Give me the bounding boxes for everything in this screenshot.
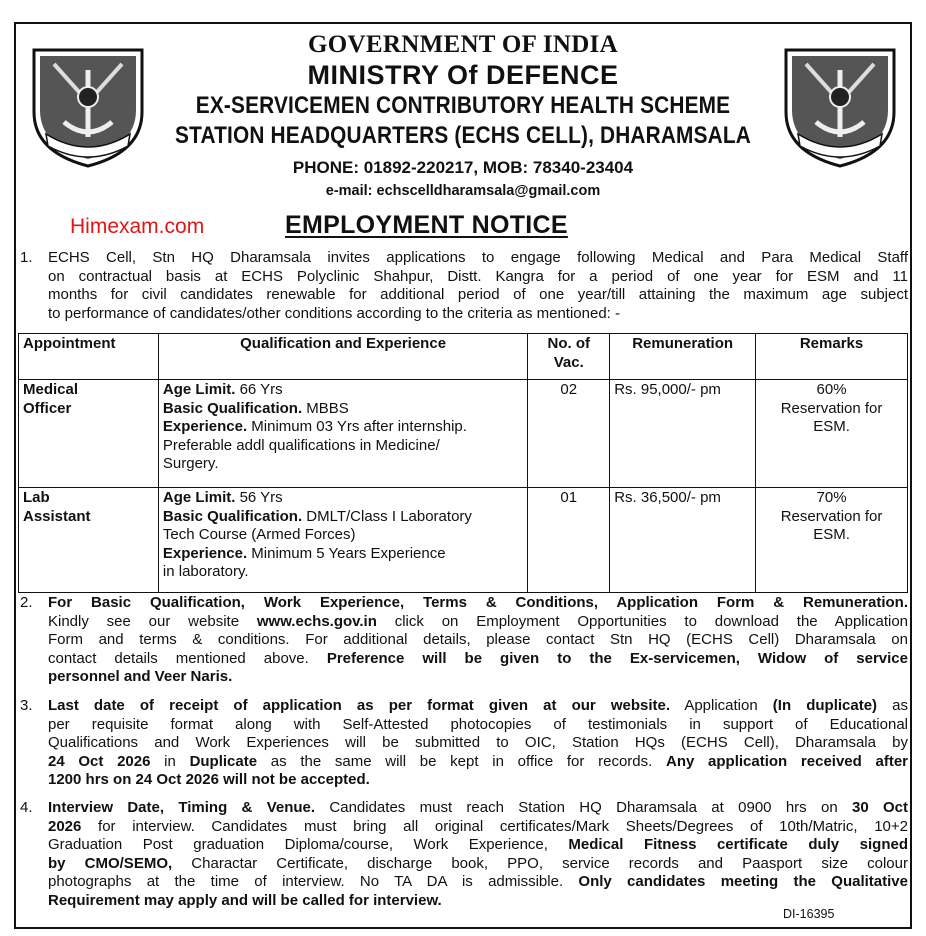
paragraph-line: Requirement may apply and will be called for interview. bbox=[48, 891, 442, 909]
paragraph-line: personnel and Veer Naris. bbox=[48, 668, 233, 686]
paragraph-line: by CMO/SEMO, Charactar Certificate, discharge book, PPO, service records and Paasport size colour bbox=[48, 854, 908, 872]
vacancy-table bbox=[18, 333, 908, 593]
paragraph-number: 4. bbox=[20, 799, 33, 816]
header-phone: PHONE: 01892-220217, MOB: 78340-23404 bbox=[292, 158, 634, 177]
paragraph-line: contact details mentioned above. Preference will be given to the Ex-servicemen, Widow of service bbox=[48, 649, 908, 667]
col-qualification: Qualification and Experience bbox=[158, 334, 527, 380]
cell-remuneration: Rs. 36,500/- pm bbox=[610, 488, 756, 593]
paragraph-line: Last date of receipt of application as per format given at our website. Application (In duplicate) as bbox=[48, 697, 908, 714]
paragraph-number: 3. bbox=[20, 697, 33, 714]
paragraph-line: Graduation Post graduation Diploma/course, Work Experience, Medical Fitness certificate duly signed bbox=[48, 836, 908, 854]
header-ministry: MINISTRY Of DEFENCE bbox=[307, 60, 619, 90]
paragraph-line: Kindly see our website www.echs.gov.in click on Employment Opportunities to download the Application bbox=[48, 612, 909, 630]
col-remuneration: Remuneration bbox=[610, 334, 756, 380]
col-vacancies: No. of Vac. bbox=[528, 334, 610, 380]
cell-qualification: Age Limit. 56 Yrs Basic Qualification. DMLT/Class I Laboratory Tech Course (Armed Forces) Experience. Minimum 5 Years Experience in laboratory. bbox=[158, 488, 527, 593]
paragraph-line: per requisite format along with Self-Attested photocopies of testimonials in support of Educational bbox=[48, 715, 908, 733]
paragraph-line: Qualifications and Work Experiences will be submitted to OIC, Station HQs (ECHS Cell), Dharamsala by bbox=[48, 734, 908, 752]
reference-number: DI-16395 bbox=[783, 907, 835, 921]
paragraph-line: photographs at the time of interview. No TA DA is admissible. Only candidates meeting the Qualitative bbox=[48, 873, 908, 891]
cell-vacancies: 02 bbox=[528, 380, 610, 488]
header-scheme: EX-SERVICEMEN CONTRIBUTORY HEALTH SCHEME bbox=[195, 92, 731, 119]
paragraph-line: Form and terms & conditions. For additional details, please contact Stn HQ (ECHS Cell) Dharamsala on bbox=[48, 631, 908, 649]
cell-appointment: Lab Assistant bbox=[19, 488, 159, 593]
cell-vacancies: 01 bbox=[528, 488, 610, 593]
paragraph-line: 24 Oct 2026 in Duplicate as the same will be kept in office for records. Any application received after bbox=[48, 752, 909, 770]
paragraph-line: 1200 hrs on 24 Oct 2026 will not be accepted. bbox=[48, 771, 370, 789]
cell-remarks: 60% Reservation for ESM. bbox=[756, 380, 908, 488]
paragraph-line: to performance of candidates/other conditions according to the criteria as mentioned: - bbox=[48, 304, 620, 322]
watermark: Himexam.com bbox=[70, 215, 205, 238]
paragraph-1 bbox=[20, 249, 908, 323]
header-email: e-mail: echscelldharamsala@gmail.com bbox=[325, 183, 601, 199]
paragraph-line: months for civil candidates renewable for additional period of one year/till attaining the maximum age subject bbox=[48, 286, 908, 304]
col-appointment: Appointment bbox=[19, 334, 159, 380]
paragraph-line: 2026 for interview. Candidates must bring all original certificates/Mark Sheets/Degrees of 10th/Matric, 10+2 bbox=[48, 817, 908, 835]
table-row bbox=[19, 380, 908, 488]
paragraph-line: ECHS Cell, Stn HQ Dharamsala invites applications to engage following Medical and Para Medical Staff bbox=[48, 249, 908, 266]
cell-remarks: 70% Reservation for ESM. bbox=[756, 488, 908, 593]
table-row bbox=[19, 488, 908, 593]
paragraph-number: 2. bbox=[20, 594, 33, 611]
paragraph-line: Interview Date, Timing & Venue. Candidates must reach Station HQ Dharamsala at 0900 hrs on 30 Oct bbox=[48, 799, 909, 816]
header-station: STATION HEADQUARTERS (ECHS CELL), DHARAMSALA bbox=[175, 122, 751, 149]
paragraph-3 bbox=[20, 697, 908, 790]
paragraph-line: For Basic Qualification, Work Experience, Terms & Conditions, Application Form & Remuneration. bbox=[48, 594, 908, 611]
header-government: GOVERNMENT OF INDIA bbox=[308, 31, 618, 58]
paragraph-number: 1. bbox=[20, 249, 33, 266]
table-header-row bbox=[19, 334, 908, 380]
page-title: EMPLOYMENT NOTICE bbox=[285, 211, 568, 239]
paragraph-4 bbox=[20, 799, 908, 911]
cell-remuneration: Rs. 95,000/- pm bbox=[610, 380, 756, 488]
paragraph-2 bbox=[20, 594, 908, 687]
cell-qualification: Age Limit. 66 Yrs Basic Qualification. MBBS Experience. Minimum 03 Yrs after internship. Preferable addl qualifications in Medicine/ Surgery. bbox=[158, 380, 527, 488]
paragraph-line: on contractual basis at ECHS Polyclinic Shahpur, Distt. Kangra for a period of one year for ESM and 11 bbox=[48, 267, 908, 285]
col-remarks: Remarks bbox=[756, 334, 908, 380]
cell-appointment: Medical Officer bbox=[19, 380, 159, 488]
